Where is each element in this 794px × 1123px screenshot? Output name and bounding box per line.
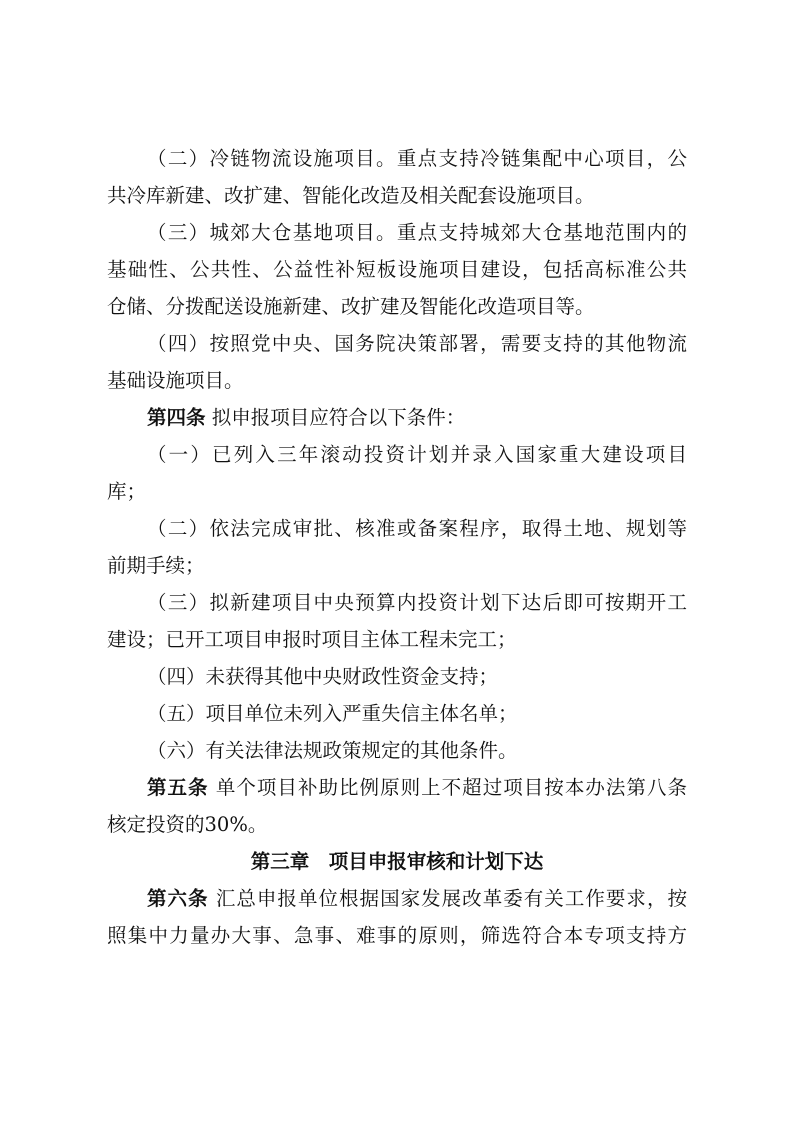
paragraph-line: 核定投资的30%。 <box>107 813 268 836</box>
paragraph-line: （四）按照党中央、国务院决策部署，需要支持的其他物流 <box>147 332 687 355</box>
paragraph-line: （二）冷链物流设施项目。重点支持冷链集配中心项目，公 <box>147 147 687 170</box>
article-number: 第五条 <box>147 776 209 799</box>
article-line <box>107 769 687 806</box>
article-text: 单个项目补助比例原则上不超过项目按本办法第八条 <box>215 776 687 799</box>
paragraph-line: 前期手续； <box>107 554 205 577</box>
article-number: 第四条 <box>147 406 206 429</box>
article-number: 第六条 <box>147 887 209 910</box>
paragraph-line: 基础设施项目。 <box>107 369 244 392</box>
paragraph-line: （五）项目单位未列入严重失信主体名单； <box>147 702 518 725</box>
paragraph-line: （四）未获得其他中央财政性资金支持； <box>147 665 499 688</box>
paragraph-line: 共冷库新建、改扩建、智能化改造及相关配套设施项目。 <box>107 184 595 207</box>
paragraph-line: 建设；已开工项目申报时项目主体工程未完工； <box>107 628 517 651</box>
paragraph-line: 库； <box>107 480 147 503</box>
article-text: 拟申报项目应符合以下条件： <box>211 406 466 429</box>
chapter-heading: 第三章 项目申报审核和计划下达 <box>250 850 544 873</box>
paragraph-line: （二）依法完成审批、核准或备案程序，取得土地、规划等 <box>147 517 687 540</box>
article-line <box>107 399 687 436</box>
paragraph-line: 基础性、公共性、公益性补短板设施项目建设，包括高标准公共 <box>107 258 687 281</box>
paragraph-line: （三）拟新建项目中央预算内投资计划下达后即可按期开工 <box>147 591 687 614</box>
document-body <box>107 140 687 954</box>
paragraph-line: （一）已列入三年滚动投资计划并录入国家重大建设项目 <box>147 443 687 466</box>
paragraph-line: （三）城郊大仓基地项目。重点支持城郊大仓基地范围内的 <box>147 221 687 244</box>
paragraph-line: 仓储、分拨配送设施新建、改扩建及智能化改造项目等。 <box>107 295 595 318</box>
paragraph-line: （六）有关法律法规政策规定的其他条件。 <box>147 739 518 762</box>
article-text: 汇总申报单位根据国家发展改革委有关工作要求，按 <box>215 887 687 910</box>
article-line <box>107 880 687 917</box>
paragraph-line: 照集中力量办大事、急事、难事的原则，筛选符合本专项支持方 <box>107 924 687 947</box>
